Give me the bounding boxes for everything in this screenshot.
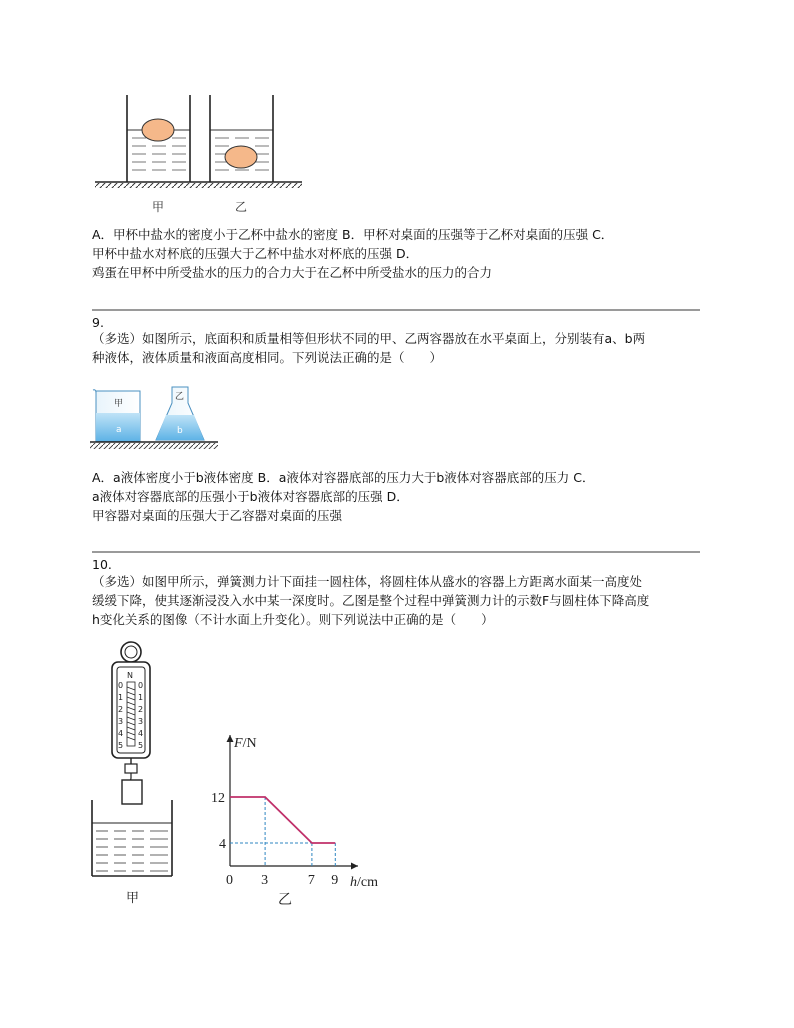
x-axis-unit: /cm xyxy=(357,875,378,890)
q9-stem-line-1: （多选）如图所示，底面积和质量相等但形状不同的甲、乙两容器放在水平桌面上，分别装有a、b两 xyxy=(92,331,646,346)
x-tick-label-9: 9 xyxy=(331,873,339,888)
cup-jia xyxy=(127,95,190,182)
q9-number: 9. xyxy=(92,315,104,330)
q10-stem-line-3: h变化关系的图像（不计水面上升变化）。则下列说法中正确的是（ ） xyxy=(92,612,494,627)
liquid-a-label: a xyxy=(116,425,122,435)
scale-tick-right-4: 4 xyxy=(138,729,144,738)
q8-option-line-2: 甲杯中盐水对杯底的压强大于乙杯中盐水对杯底的压强 D． xyxy=(92,246,419,261)
q10-stem-line-2: 缓缓下降，使其逐渐浸没入水中某一深度时。乙图是整个过程中弹簧测力计的示数F与圆柱体下降高度 xyxy=(92,593,650,608)
q10-stem-line-1: （多选）如图甲所示，弹簧测力计下面挂一圆柱体，将圆柱体从盛水的容器上方距离水面某一高度处 xyxy=(92,574,643,589)
scale-tick-left-4: 4 xyxy=(118,729,124,738)
q10-figure-jia xyxy=(86,640,186,910)
egg-jia xyxy=(142,119,174,141)
y-axis-label xyxy=(233,736,257,751)
q8-option-line-3: 鸡蛋在甲杯中所受盐水的压力的合力大于在乙杯中所受盐水的压力的合力 xyxy=(92,265,493,280)
y-tick-label-4: 4 xyxy=(219,837,226,852)
egg-yi xyxy=(225,146,257,168)
q9-option-line-2: a液体对容器底部的压强小于b液体对容器底部的压强 D． xyxy=(92,489,409,504)
label-jia: 甲 xyxy=(152,200,165,214)
figure-jia-label: 甲 xyxy=(126,891,140,906)
cylinder xyxy=(122,780,142,804)
q9-option-line-3: 甲容器对桌面的压强大于乙容器对桌面的压强 xyxy=(92,508,343,523)
y-axis-var: F xyxy=(234,736,243,751)
y-axis-unit: /N xyxy=(242,736,257,751)
q9-stem-line-2: 种液体，液体质量和液面高度相同。下列说法正确的是（ ） xyxy=(92,350,443,365)
beaker-jia-label: 甲 xyxy=(114,399,124,409)
series-line xyxy=(230,797,335,843)
x-tick-label-0: 0 xyxy=(226,873,233,888)
water-container xyxy=(92,800,172,876)
x-axis-var: h xyxy=(350,875,357,890)
divider xyxy=(92,309,700,311)
scale-tick-right-2: 2 xyxy=(138,705,144,714)
q8-figure xyxy=(90,90,310,220)
x-tick-label-3: 3 xyxy=(261,873,269,888)
q9-option-line-1: A．a液体密度小于b液体密度 B．a液体对容器底部的压力大于b液体对容器底部的压力 C． xyxy=(92,470,595,485)
scale-unit-label: N xyxy=(127,671,133,680)
scale-tick-left-5: 5 xyxy=(118,741,124,750)
beaker-jia xyxy=(93,390,140,441)
q10-chart xyxy=(200,725,400,910)
scale-tick-right-3: 3 xyxy=(138,717,144,726)
liquid-b-label: b xyxy=(177,426,183,436)
scale-tick-left-1: 1 xyxy=(118,693,124,702)
divider xyxy=(92,551,700,553)
chart-title: 乙 xyxy=(278,892,292,908)
x-axis-label xyxy=(350,875,378,890)
scale-tick-left-2: 2 xyxy=(118,705,124,714)
label-yi: 乙 xyxy=(235,200,248,214)
q9-figure xyxy=(88,385,223,457)
scale-tick-right-5: 5 xyxy=(138,741,144,750)
scale-tick-left-3: 3 xyxy=(118,717,124,726)
scale-tick-right-0: 0 xyxy=(138,681,144,690)
q8-option-line-1: A．甲杯中盐水的密度小于乙杯中盐水的密度 B．甲杯对桌面的压强等于乙杯对桌面的压强 C． xyxy=(92,227,614,242)
flask-yi-label: 乙 xyxy=(175,392,185,402)
x-tick-label-7: 7 xyxy=(307,873,315,888)
flask-yi xyxy=(156,387,204,440)
scale-tick-left-0: 0 xyxy=(118,681,124,690)
q10-number: 10. xyxy=(92,557,112,572)
scale-tick-right-1: 1 xyxy=(138,693,144,702)
cup-yi xyxy=(210,95,273,182)
y-tick-label-12: 12 xyxy=(211,791,225,806)
